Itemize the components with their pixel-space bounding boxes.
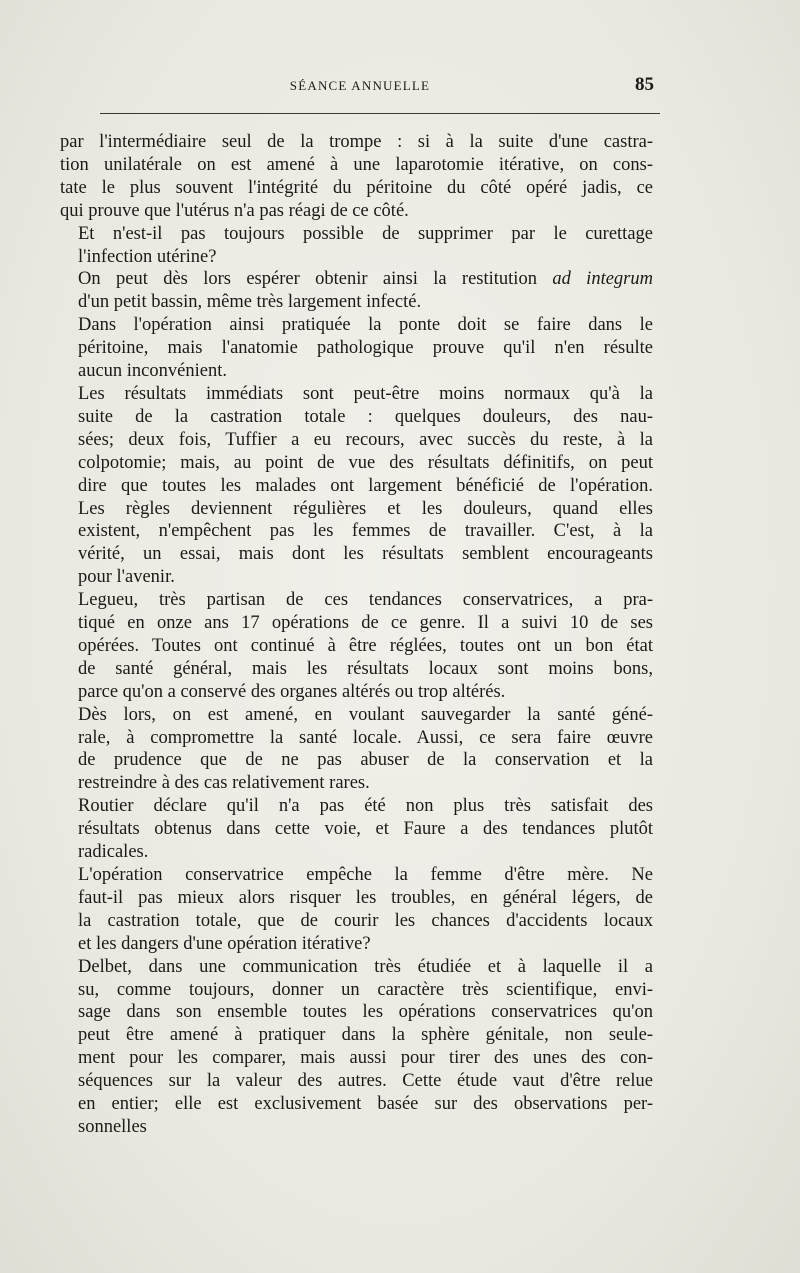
text-line: et les dangers d'une opération itérative?	[78, 933, 371, 954]
text-line: Et n'est-il pas toujours possible de supprimer par le curettage	[78, 223, 653, 244]
text-line: l'infection utérine?	[78, 246, 217, 267]
text-line: sées; deux fois, Tuffier a eu recours, avec succès du reste, à la	[78, 429, 653, 450]
text-line: Dans l'opération ainsi pratiquée la ponte doit se faire dans le	[78, 315, 653, 336]
text-line	[60, 268, 653, 291]
text-line: su, comme toujours, donner un caractère très scientifique, envi-	[78, 979, 653, 1000]
page-header	[60, 74, 660, 102]
paragraph-castration	[60, 131, 653, 223]
text-line: en entier; elle est exclusivement basée sur des observations per-	[78, 1094, 653, 1115]
text-line: faut-il pas mieux alors risquer les troubles, en général légers, de	[78, 887, 653, 908]
text-line: peut être amené à pratiquer dans la sphère génitale, non seule-	[78, 1025, 653, 1046]
text-line: sage dans son ensemble toutes les opérations conservatrices qu'on	[78, 1002, 653, 1023]
text-line: vérité, un essai, mais dont les résultats semblent encourageants	[78, 544, 653, 565]
paragraph-resultats	[60, 383, 653, 589]
text-line: pour l'avenir.	[78, 567, 175, 588]
text-line: sonnelles	[78, 1116, 147, 1137]
body-text	[60, 131, 653, 1139]
text-line: Legueu, très partisan de ces tendances conservatrices, a pra-	[78, 590, 653, 611]
header-rule	[100, 113, 660, 114]
text-line: aucun inconvénient.	[78, 361, 227, 382]
text-line: L'opération conservatrice empêche la femme d'être mère. Ne	[78, 865, 653, 885]
text-line: restreindre à des cas relativement rares.	[78, 773, 370, 794]
page-number: 85	[635, 74, 654, 95]
text-line: rale, à compromettre la santé locale. Aussi, ce sera faire œuvre	[78, 727, 653, 748]
paragraph-operation-conservatrice	[60, 864, 653, 956]
text-line: existent, n'empêchent pas les femmes de travailler. C'est, à la	[78, 521, 653, 542]
text-line: opérées. Toutes ont continué à être réglées, toutes ont un bon état	[78, 635, 653, 656]
paragraph-ponte	[60, 314, 653, 383]
text-line: d'un petit bassin, même très largement infecté.	[78, 292, 422, 313]
text-line: Les résultats immédiats sont peut-être moins normaux qu'à la	[78, 383, 653, 404]
text-line: radicales.	[78, 842, 149, 863]
paragraph-curettage	[60, 223, 653, 269]
text-line: qui prouve que l'utérus n'a pas réagi de ce côté.	[60, 200, 409, 221]
text-line: suite de la castration totale : quelques douleurs, des nau-	[78, 406, 653, 427]
text-line: tiqué en onze ans 17 opérations de ce genre. Il a suivi 10 de ses	[78, 613, 653, 634]
text-line: résultats obtenus dans cette voie, et Faure a des tendances plutôt	[78, 819, 653, 840]
text-line: dire que toutes les malades ont largement bénéficié de l'opération.	[78, 475, 653, 496]
paragraph-restitution	[60, 268, 653, 314]
paragraph-delbet	[60, 956, 653, 1139]
text-line: par l'intermédiaire seul de la trompe : si à la suite d'une castra-	[60, 132, 653, 152]
paragraph-des-lors	[60, 704, 653, 796]
text-line: de santé général, mais les résultats locaux sont moins bons,	[78, 658, 653, 679]
text-line: Les règles deviennent régulières et les douleurs, quand elles	[78, 498, 653, 519]
text-line: Delbet, dans une communication très étudiée et à laquelle il a	[78, 956, 653, 977]
text-line: séquences sur la valeur des autres. Cette étude vaut d'être relue	[78, 1071, 653, 1092]
paragraph-legueu	[60, 589, 653, 704]
text-line: ment pour les comparer, mais aussi pour tirer des unes des con-	[78, 1048, 653, 1069]
text-line: parce qu'on a conservé des organes altérés ou trop altérés.	[78, 681, 506, 702]
text-line: Dès lors, on est amené, en voulant sauvegarder la santé géné-	[78, 704, 653, 725]
text-run: On peut dès lors espérer obtenir ainsi la restitution	[78, 269, 553, 290]
text-line: tate le plus souvent l'intégrité du péritoine du côté opéré jadis, ce	[60, 177, 653, 198]
running-title: SÉANCE ANNUELLE	[289, 78, 431, 93]
text-line: péritoine, mais l'anatomie pathologique prouve qu'il n'en résulte	[78, 338, 653, 359]
text-line: tion unilatérale on est amené à une laparotomie itérative, on cons-	[60, 154, 653, 175]
text-line: de prudence que de ne pas abuser de la conservation et la	[78, 750, 653, 771]
text-line: Routier déclare qu'il n'a pas été non plus très satisfait des	[78, 796, 653, 817]
italic-phrase: ad integrum	[552, 269, 653, 290]
text-line: colpotomie; mais, au point de vue des résultats définitifs, on peut	[78, 452, 653, 473]
paragraph-routier	[60, 795, 653, 864]
text-line: la castration totale, que de courir les chances d'accidents locaux	[78, 910, 653, 931]
